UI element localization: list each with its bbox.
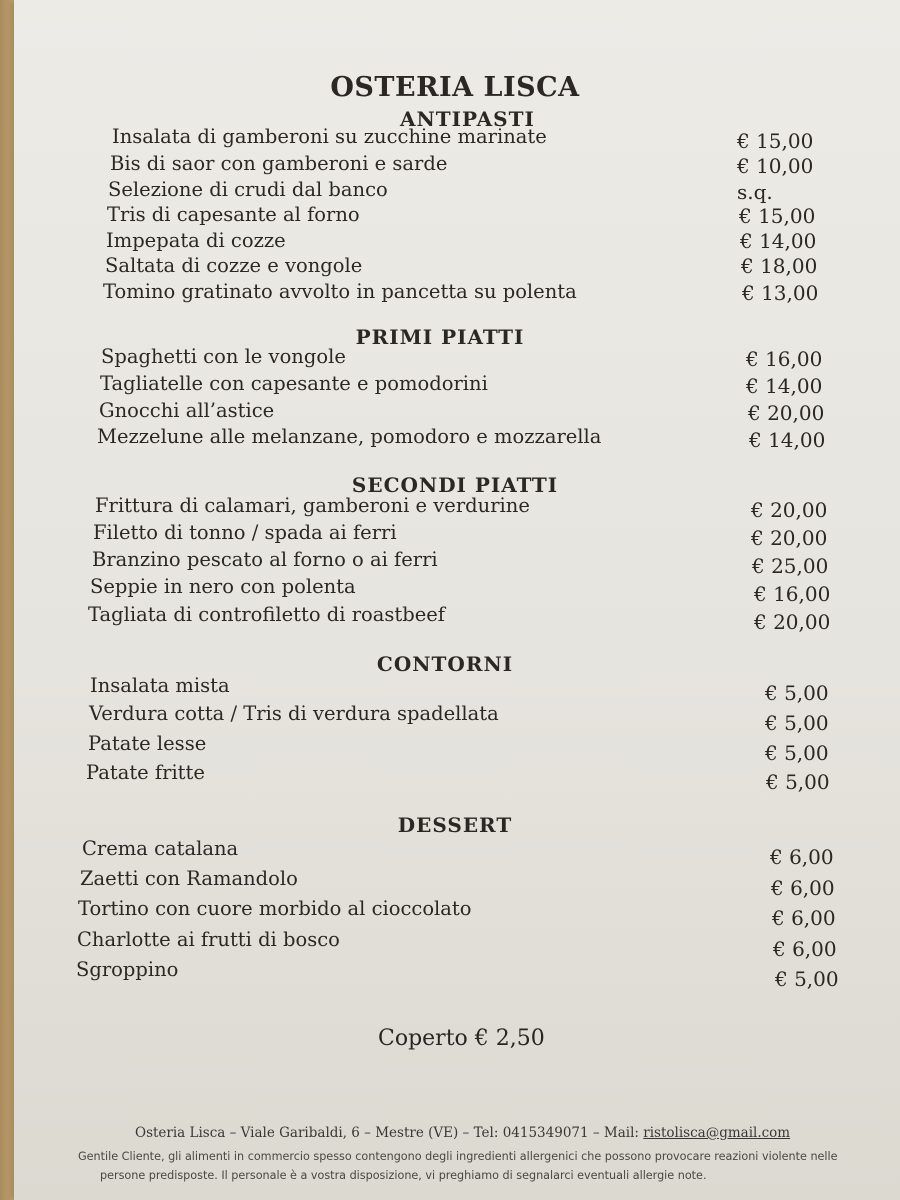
restaurant-title: OSTERIA LISCA — [330, 72, 580, 103]
menu-item-name: Tortino con cuore morbido al cioccolato — [78, 897, 472, 920]
menu-item-name: Bis di saor con gamberoni e sarde — [110, 152, 448, 175]
menu-item-price: € 5,00 — [765, 681, 829, 705]
allergen-note-line-1: Gentile Cliente, gli alimenti in commercio spesso contengono degli ingredienti allergenici che possono provocare reazioni violente nelle — [78, 1150, 838, 1163]
menu-item-price: € 20,00 — [751, 498, 828, 522]
menu-item-name: Insalata di gamberoni su zucchine marinate — [112, 125, 547, 148]
menu-item-price: € 20,00 — [751, 526, 828, 550]
menu-item-name: Tomino gratinato avvolto in pancetta su polenta — [103, 280, 577, 303]
menu-item-name: Tagliata di controfiletto di roastbeef — [88, 603, 446, 626]
menu-item-price: € 20,00 — [748, 401, 825, 425]
menu-item-name: Patate fritte — [86, 761, 205, 784]
menu-item-price: € 14,00 — [746, 374, 823, 398]
menu-item-price: € 20,00 — [754, 610, 831, 634]
menu-item-price: € 10,00 — [737, 154, 814, 178]
menu-item-name: Insalata mista — [90, 674, 230, 697]
menu-item-name: Selezione di crudi dal banco — [108, 178, 388, 201]
menu-item-name: Frittura di calamari, gamberoni e verdurine — [95, 494, 530, 517]
menu-item-name: Tagliatelle con capesante e pomodorini — [100, 372, 488, 395]
menu-item-price: € 5,00 — [775, 967, 839, 991]
menu-item-name: Sgroppino — [76, 958, 179, 981]
menu-item-name: Impepata di cozze — [106, 229, 286, 252]
menu-item-name: Tris di capesante al forno — [107, 203, 360, 226]
menu-item-price: € 18,00 — [741, 254, 818, 278]
menu-item-name: Saltata di cozze e vongole — [105, 254, 363, 277]
menu-item-price: € 13,00 — [742, 281, 819, 305]
menu-item-name: Gnocchi all’astice — [99, 399, 275, 422]
section-heading-primi-piatti: PRIMI PIATTI — [355, 325, 525, 349]
section-heading-contorni: CONTORNI — [376, 652, 514, 676]
menu-item-price: € 16,00 — [754, 582, 831, 606]
menu-item-name: Seppie in nero con polenta — [90, 575, 356, 598]
menu-item-price: € 6,00 — [771, 876, 835, 900]
menu-item-price: € 14,00 — [740, 229, 817, 253]
menu-item-price: € 6,00 — [770, 845, 834, 869]
menu-item-price: € 15,00 — [739, 204, 816, 228]
section-heading-secondi-piatti: SECONDI PIATTI — [351, 473, 559, 497]
menu-item-price: € 16,00 — [746, 347, 823, 371]
menu-item-price: s.q. — [737, 180, 773, 204]
menu-item-name: Spaghetti con le vongole — [101, 345, 346, 368]
section-heading-antipasti: ANTIPASTI — [400, 107, 535, 131]
menu-item-name: Branzino pescato al forno o ai ferri — [92, 548, 438, 571]
allergen-note-line-2: persone predisposte. Il personale è a vostra disposizione, vi preghiamo di segnalarci eventuali allergie note. — [100, 1169, 707, 1182]
section-heading-dessert: DESSERT — [397, 813, 513, 837]
menu-item-price: € 25,00 — [752, 554, 829, 578]
menu-item-name: Mezzelune alle melanzane, pomodoro e mozzarella — [97, 425, 602, 448]
menu-item-price: € 6,00 — [772, 906, 836, 930]
footer-contact — [135, 1125, 790, 1141]
cover-charge: Coperto € 2,50 — [378, 1026, 545, 1051]
menu-item-price: € 15,00 — [737, 129, 814, 153]
menu-item-name: Charlotte ai frutti di bosco — [77, 928, 340, 951]
menu-item-name: Filetto di tonno / spada ai ferri — [93, 521, 397, 544]
footer-email[interactable]: ristolisca@gmail.com — [643, 1125, 791, 1141]
menu-item-price: € 6,00 — [773, 937, 837, 961]
menu-item-name: Verdura cotta / Tris di verdura spadellata — [89, 702, 499, 725]
menu-item-price: € 5,00 — [765, 711, 829, 735]
menu-item-name: Patate lesse — [88, 732, 207, 755]
menu-item-price: € 5,00 — [766, 770, 830, 794]
menu-item-price: € 14,00 — [749, 428, 826, 452]
menu-item-price: € 5,00 — [765, 741, 829, 765]
footer-contact-text: Osteria Lisca – Viale Garibaldi, 6 – Mestre (VE) – Tel: 0415349071 – Mail: — [135, 1125, 644, 1141]
menu-item-name: Zaetti con Ramandolo — [80, 867, 298, 890]
menu-item-name: Crema catalana — [82, 837, 239, 860]
